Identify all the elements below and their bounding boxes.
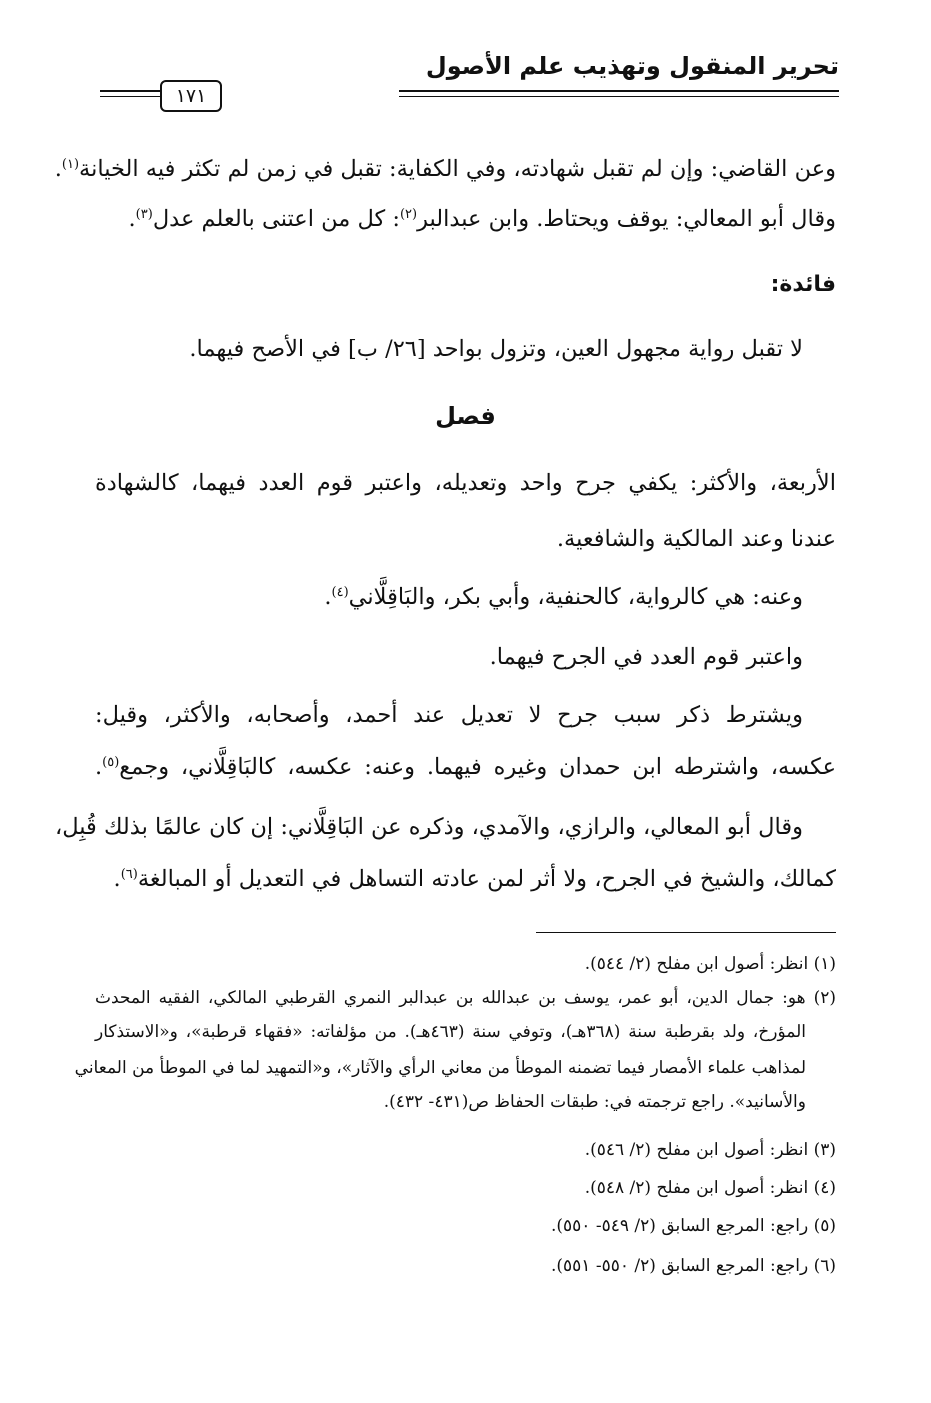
faida-label: فائدة: <box>770 272 836 297</box>
footnote-continuation: المؤرخ، ولد بقرطبة سنة (٣٦٨هـ)، وتوفي سنة (٤٦٣هـ). من مؤلفاته: «فقهاء قرطبة»، و«الاستذكار <box>95 1022 806 1042</box>
body-line <box>129 208 836 231</box>
footnote-ref[interactable]: (٤) <box>331 585 349 600</box>
body-line: لا تقبل رواية مجهول العين، وتزول بواحد [٢٦/ ب] في الأصح فيهما. <box>189 336 803 362</box>
body-line: عندنا وعند المالكية والشافعية. <box>556 526 836 552</box>
footnote-continuation: والأسانيد». راجع ترجمته في: طبقات الحفاظ ص(٤٣١- ٤٣٢). <box>383 1092 806 1112</box>
header-rule <box>100 96 160 97</box>
body-text: كمالك، والشيخ في الجرح، ولا أثر لمن عادته التساهل في التعديل أو المبالغة <box>137 866 836 892</box>
body-line: الأربعة، والأكثر: يكفي جرح واحد وتعديله، واعتبر قوم العدد فيهما، كالشهادة <box>95 470 836 496</box>
body-line: وقال أبو المعالي، والرازي، والآمدي، وذكره عن البَاقِلَّاني: إن كان عالمًا بذلك قُبِل، <box>54 814 803 840</box>
body-text: عكسه، واشترطه ابن حمدان وغيره فيهما. وعنه: عكسه، كالبَاقِلَّاني، وجمع <box>119 754 836 780</box>
footnote-ref[interactable]: (٦) <box>120 867 138 882</box>
body-line: ويشترط ذكر سبب جرح لا تعديل عند أحمد، وأصحابه، والأكثر، وقيل: <box>95 702 803 728</box>
body-text: وقال أبو المعالي: يوقف ويحتاط. وابن عبدالبر <box>417 206 836 232</box>
body-text: . <box>324 584 332 610</box>
body-text: . <box>128 206 136 232</box>
body-text: : كل من اعتنى بالعلم عدل <box>152 206 400 232</box>
body-text: وعنه: هي كالرواية، كالحنفية، وأبي بكر، والبَاقِلَّاني <box>348 584 803 610</box>
footnote-ref[interactable]: (٣) <box>135 207 153 222</box>
footnote-separator <box>536 932 836 933</box>
footnote-ref[interactable]: (١) <box>61 157 80 172</box>
footnote: (١) انظر: أصول ابن مفلح (٢/ ٥٤٤). <box>584 954 836 974</box>
page-number-box <box>160 80 222 112</box>
body-line <box>55 158 836 181</box>
header-rule <box>399 96 839 97</box>
body-text: . <box>95 754 103 780</box>
section-heading: فصل <box>435 402 496 430</box>
page-number: ١٧١ <box>175 85 207 107</box>
footnote-ref[interactable]: (٢) <box>399 207 418 222</box>
header-rule <box>399 90 839 92</box>
body-text: وعن القاضي: وإن لم تقبل شهادته، وفي الكفاية: تقبل في زمن لم تكثر فيه الخيانة <box>79 156 836 182</box>
running-header-title: تحرير المنقول وتهذيب علم الأصول <box>425 52 839 80</box>
footnote: (٦) راجع: المرجع السابق (٢/ ٥٥٠- ٥٥١). <box>551 1256 836 1276</box>
footnote: (٤) انظر: أصول ابن مفلح (٢/ ٥٤٨). <box>584 1178 836 1198</box>
body-text: . <box>113 866 121 892</box>
footnote-continuation: لمذاهب علماء الأمصار فيما تضمنه الموطأ من معاني الرأي والآثار»، و«التمهيد لما في الموطأ من المعاني <box>74 1058 806 1078</box>
footnote-ref[interactable]: (٥) <box>102 755 120 770</box>
body-line <box>324 586 803 609</box>
footnote: (٥) راجع: المرجع السابق (٢/ ٥٤٩- ٥٥٠). <box>551 1216 836 1236</box>
body-text: . <box>54 156 62 182</box>
footnote: (٢) هو: جمال الدين، أبو عمر، يوسف بن عبدالله بن عبدالبر النمري القرطبي المالكي، الفقيه المحدث <box>95 988 836 1008</box>
header-rule <box>100 90 160 92</box>
body-line <box>95 756 836 779</box>
body-line: واعتبر قوم العدد في الجرح فيهما. <box>489 644 803 670</box>
footnote: (٣) انظر: أصول ابن مفلح (٢/ ٥٤٦). <box>584 1140 836 1160</box>
body-line <box>114 868 836 891</box>
